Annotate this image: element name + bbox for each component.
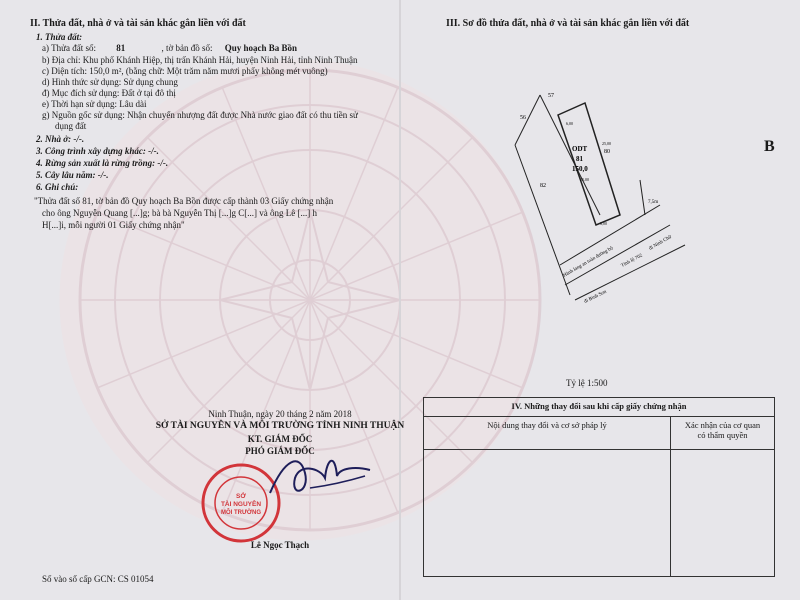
road-label: Tỉnh lộ 702 (620, 253, 644, 269)
parcel-use: ODT (572, 145, 588, 153)
land-heading: 1. Thửa đất: (36, 32, 83, 42)
edge-bottom: 6,00 (600, 221, 607, 226)
section-iii-title: III. Sơ đồ thửa đất, nhà ở và tài sản khác gắn liền với đất (446, 18, 690, 29)
forest-line: 4. Rừng sản xuất là rừng trồng: -/-. (36, 158, 169, 168)
direction-left: đi Bình Sơn (583, 289, 608, 305)
edge-left: 25,00 (580, 177, 589, 182)
neighbor-label: 57 (548, 93, 554, 99)
signer-title: PHÓ GIÁM ĐỐC (245, 446, 315, 456)
corridor-label: Hành lang an toàn đường bộ (562, 245, 615, 279)
parcel-line (42, 43, 297, 53)
changes-col-content: Nội dung thay đổi và cơ sở pháp lý (424, 417, 671, 450)
department-name: SỞ TÀI NGUYÊN VÀ MÔI TRƯỜNG TỈNH NINH THUẬN (155, 421, 405, 431)
parcel-area: 150,0 (572, 165, 588, 173)
changes-cell (671, 450, 775, 577)
svg-text:SỞ: SỞ (236, 493, 246, 500)
signature (265, 448, 375, 508)
sheet-label: , tờ bản đồ số: (161, 43, 213, 53)
usage-term-line: e) Thời hạn sử dụng: Lâu dài (42, 99, 147, 109)
setback-line (640, 180, 645, 215)
parcel-no: 81 (576, 155, 583, 163)
changes-title: IV. Những thay đổi sau khi cấp giấy chứng nhận (424, 398, 775, 417)
note-line-3: H[...]i, mỗi người 01 Giấy chứng nhận" (42, 220, 185, 230)
edge-right: 25,00 (602, 141, 611, 146)
issue-date: Ninh Thuận, ngày 20 tháng 2 năm 2018 (208, 409, 352, 419)
road-line-1 (562, 225, 670, 285)
svg-text:MÔI TRƯỜNG: MÔI TRƯỜNG (220, 510, 262, 516)
confirm-line-2: có thẩm quyền (697, 430, 748, 440)
svg-text:TÀI NGUYÊN: TÀI NGUYÊN (220, 501, 262, 508)
neighbor-label: 56 (520, 115, 526, 121)
area-line: c) Diện tích: 150,0 m², (bằng chữ: Một trăm năm mươi phẩy không mét vuông) (42, 66, 328, 76)
changes-cell (424, 450, 671, 577)
usage-purpose-line: đ) Mục đích sử dụng: Đất ở tại đô thị (42, 88, 176, 98)
origin-line-2: dụng đất (55, 121, 87, 131)
setback-label: 7,5m (648, 200, 659, 205)
page-fold (399, 0, 401, 600)
neighbor-label: 82 (540, 183, 546, 189)
parcel-map (500, 85, 700, 305)
changes-table (423, 397, 775, 577)
signing-authority: KT. GIÁM ĐỐC (247, 434, 313, 444)
other-works-line: 3. Công trình xây dựng khác: -/-. (36, 146, 159, 156)
map-boundary-line (515, 145, 570, 295)
changes-col-confirm (671, 417, 775, 450)
map-boundary-line (540, 95, 600, 215)
parcel-label: a) Thửa đất số: (42, 43, 96, 53)
direction-right: đi Ninh Chữ (648, 234, 673, 252)
usage-form-line: d) Hình thức sử dụng: Sử dụng chung (42, 77, 178, 87)
side-letter: B (764, 138, 775, 155)
origin-line-1: g) Nguồn gốc sử dụng: Nhận chuyển nhượng đất được Nhà nước giao đất có thu tiền sử (42, 110, 358, 120)
confirm-line-1: Xác nhận của cơ quan (684, 420, 761, 430)
address-line: b) Địa chỉ: Khu phố Khánh Hiệp, thị trấn Khánh Hải, huyện Ninh Hải, tỉnh Ninh Thuận (42, 55, 358, 65)
note-heading: 6. Ghi chú: (36, 182, 79, 192)
note-line-1: "Thửa đất số 81, tờ bản đồ Quy hoạch Ba Bồn được cấp thành 03 Giấy chứng nhận (34, 196, 334, 206)
map-boundary-line (515, 95, 540, 145)
certificate-number: Số vào sổ cấp GCN: CS 01054 (42, 574, 154, 584)
note-line-2: cho ông Nguyễn Quang [...]g; bà bà Nguyễn Thị [...]g C[...] và ông Lê [...] h (42, 208, 318, 218)
road-line-2 (575, 245, 685, 300)
perennial-line: 5. Cây lâu năm: -/-. (36, 170, 109, 180)
neighbor-label: 80 (604, 149, 610, 155)
edge-top: 6,00 (566, 121, 573, 126)
sheet-value: Quy hoạch Ba Bồn (224, 43, 297, 53)
section-ii-title: II. Thửa đất, nhà ở và tài sản khác gắn liền với đất (30, 18, 246, 29)
house-line: 2. Nhà ở: -/-. (36, 134, 85, 144)
map-scale: Tỷ lệ 1:500 (566, 378, 608, 388)
parcel-number: 81 (116, 43, 126, 53)
signer-name: Lê Ngọc Thạch (250, 540, 310, 550)
